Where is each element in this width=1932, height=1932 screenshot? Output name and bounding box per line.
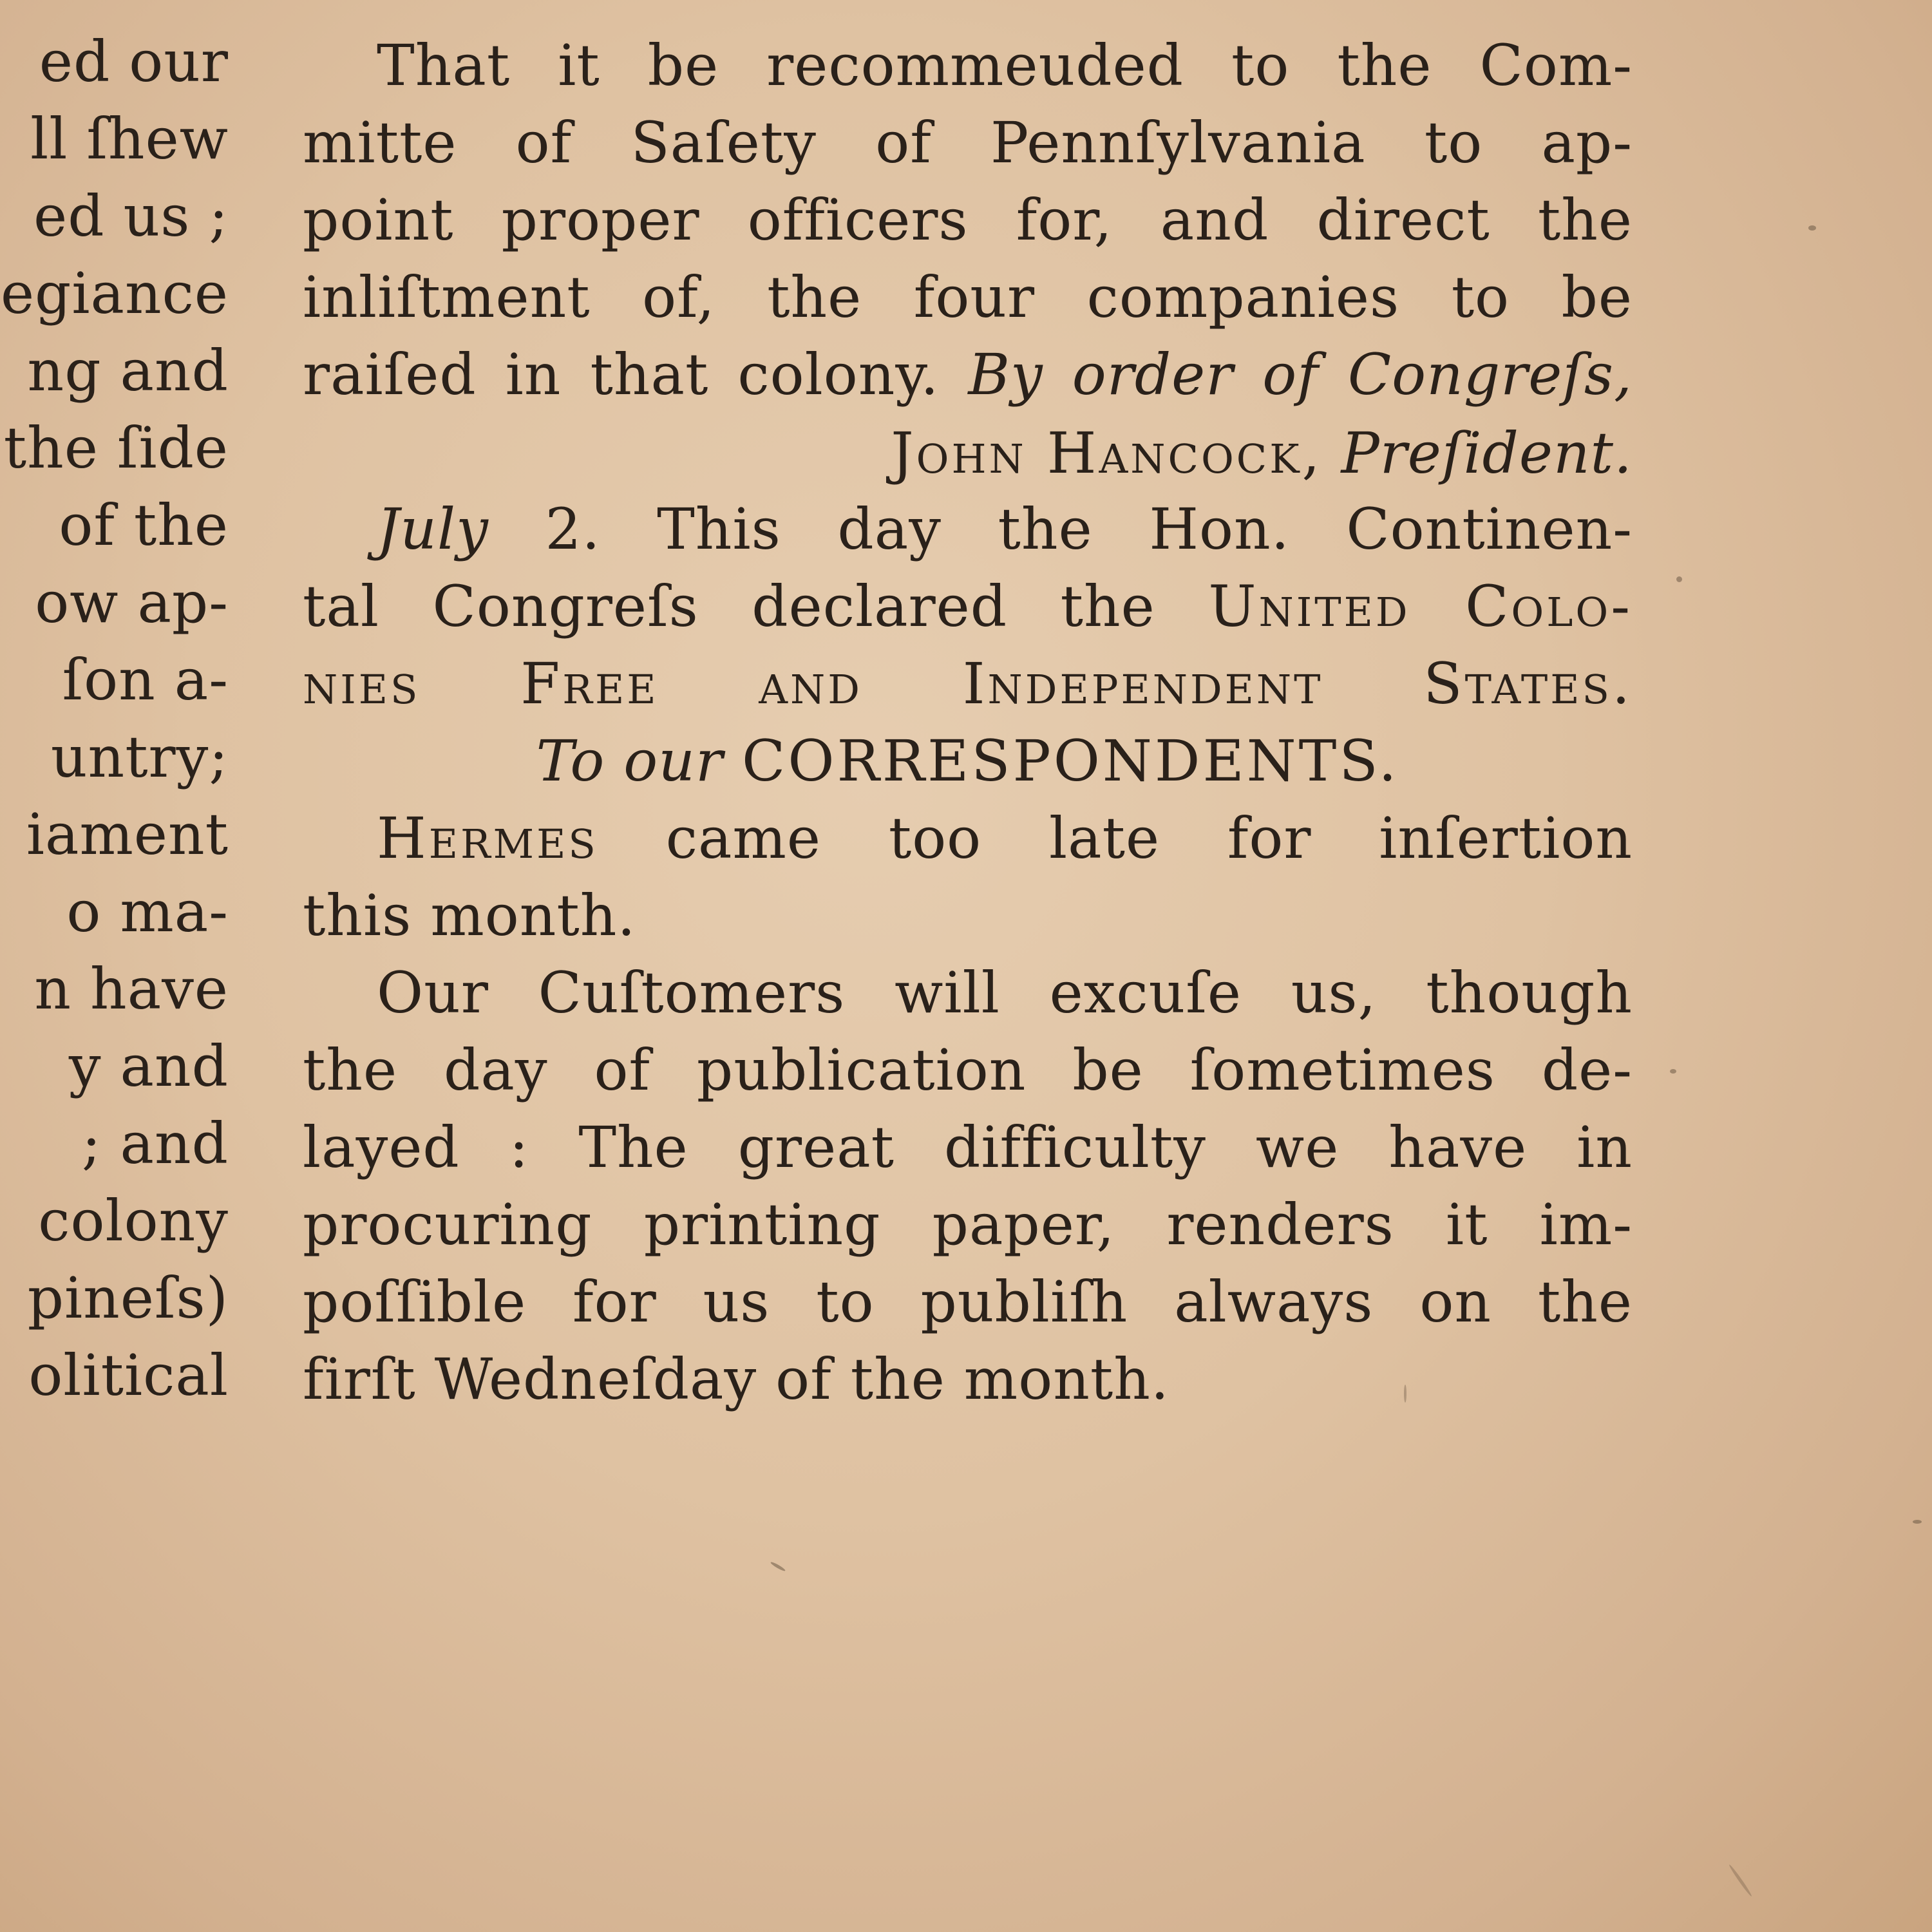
- left-column-line: iament: [26, 801, 229, 867]
- paragraph-line: mitte of Saſety of Pennſylvania to ap-: [303, 109, 1633, 176]
- left-column-line: olitical: [28, 1342, 229, 1408]
- paper-speck: [1808, 225, 1816, 231]
- section-heading: [303, 728, 1633, 794]
- left-column-line: ow ap-: [35, 569, 229, 636]
- left-column-line: pineſs): [27, 1265, 229, 1331]
- paragraph-line: [303, 573, 1633, 639]
- paragraph-text: raiſed in that colony.: [303, 341, 940, 408]
- left-column-line: ed our: [39, 28, 229, 95]
- paragraph-text: tal Congreſs declared the: [303, 573, 1155, 639]
- left-column-line: ; and: [81, 1110, 229, 1177]
- left-column-line: o ma-: [66, 878, 229, 945]
- heading-italic: To our: [536, 728, 724, 794]
- paper-speck: [1404, 1385, 1406, 1403]
- declaration-text: United Colo-: [1208, 573, 1633, 639]
- left-column-line: untry;: [50, 724, 229, 790]
- paragraph-line: [377, 805, 1633, 871]
- paragraph-line: firſt Wedneſday of the month.: [303, 1346, 1170, 1412]
- paper-speck: [1676, 576, 1682, 582]
- paragraph-line: Our Cuſtomers will excuſe us, though: [377, 960, 1633, 1026]
- paragraph-line: poſſible for us to publiſh always on the: [303, 1269, 1633, 1335]
- paper-speck: [1670, 1069, 1676, 1074]
- heading-caps: CORRESPONDENTS.: [742, 728, 1399, 794]
- paragraph-line: procuring printing paper, renders it im-: [303, 1191, 1633, 1258]
- left-column-line: ll ſhew: [30, 106, 229, 172]
- date-text: July: [377, 496, 489, 562]
- order-of-congress-text: By order of Congreſs,: [968, 341, 1633, 408]
- correspondent-name: Hermes: [377, 805, 598, 871]
- left-column-line: egiance: [0, 260, 229, 327]
- paper-speck: [770, 1561, 786, 1572]
- paragraph-line: the day of publication be ſometimes de-: [303, 1037, 1633, 1103]
- cutoff-top-line: [306, 0, 324, 33]
- paragraph-line: this month.: [303, 882, 636, 949]
- left-column-line: colony: [38, 1188, 229, 1254]
- left-column-line: ng and: [27, 337, 229, 404]
- paper-speck: [1913, 1520, 1922, 1524]
- paragraph-text: 2. This day the Hon. Continen-: [545, 496, 1633, 562]
- paragraph-line: point proper officers for, and direct the: [303, 187, 1633, 253]
- paragraph-line: [377, 496, 1633, 562]
- paragraph-line: That it be recommeuded to the Com-: [377, 32, 1633, 99]
- signatory-name: John Hancock,: [891, 420, 1323, 486]
- left-column-line: ed us ;: [33, 183, 229, 249]
- left-column-line: of the: [59, 492, 229, 558]
- signature-line: [303, 420, 1633, 486]
- paragraph-line: layed : The great difficulty we have in: [303, 1114, 1633, 1180]
- left-column-line: n have: [34, 956, 229, 1022]
- signatory-title: Preſident.: [1341, 420, 1633, 486]
- paragraph-line: [303, 341, 1633, 408]
- paper-speck: [1728, 1864, 1753, 1897]
- left-column-line: the ſide: [3, 415, 229, 481]
- paragraph-text: came too late for inſertion: [665, 805, 1633, 871]
- paragraph-line: inliſtment of, the four companies to be: [303, 264, 1633, 330]
- declaration-line: nies Free and Independent States.: [303, 650, 1633, 717]
- left-column-line: ſon a-: [62, 647, 229, 713]
- left-column-line: y and: [68, 1033, 229, 1099]
